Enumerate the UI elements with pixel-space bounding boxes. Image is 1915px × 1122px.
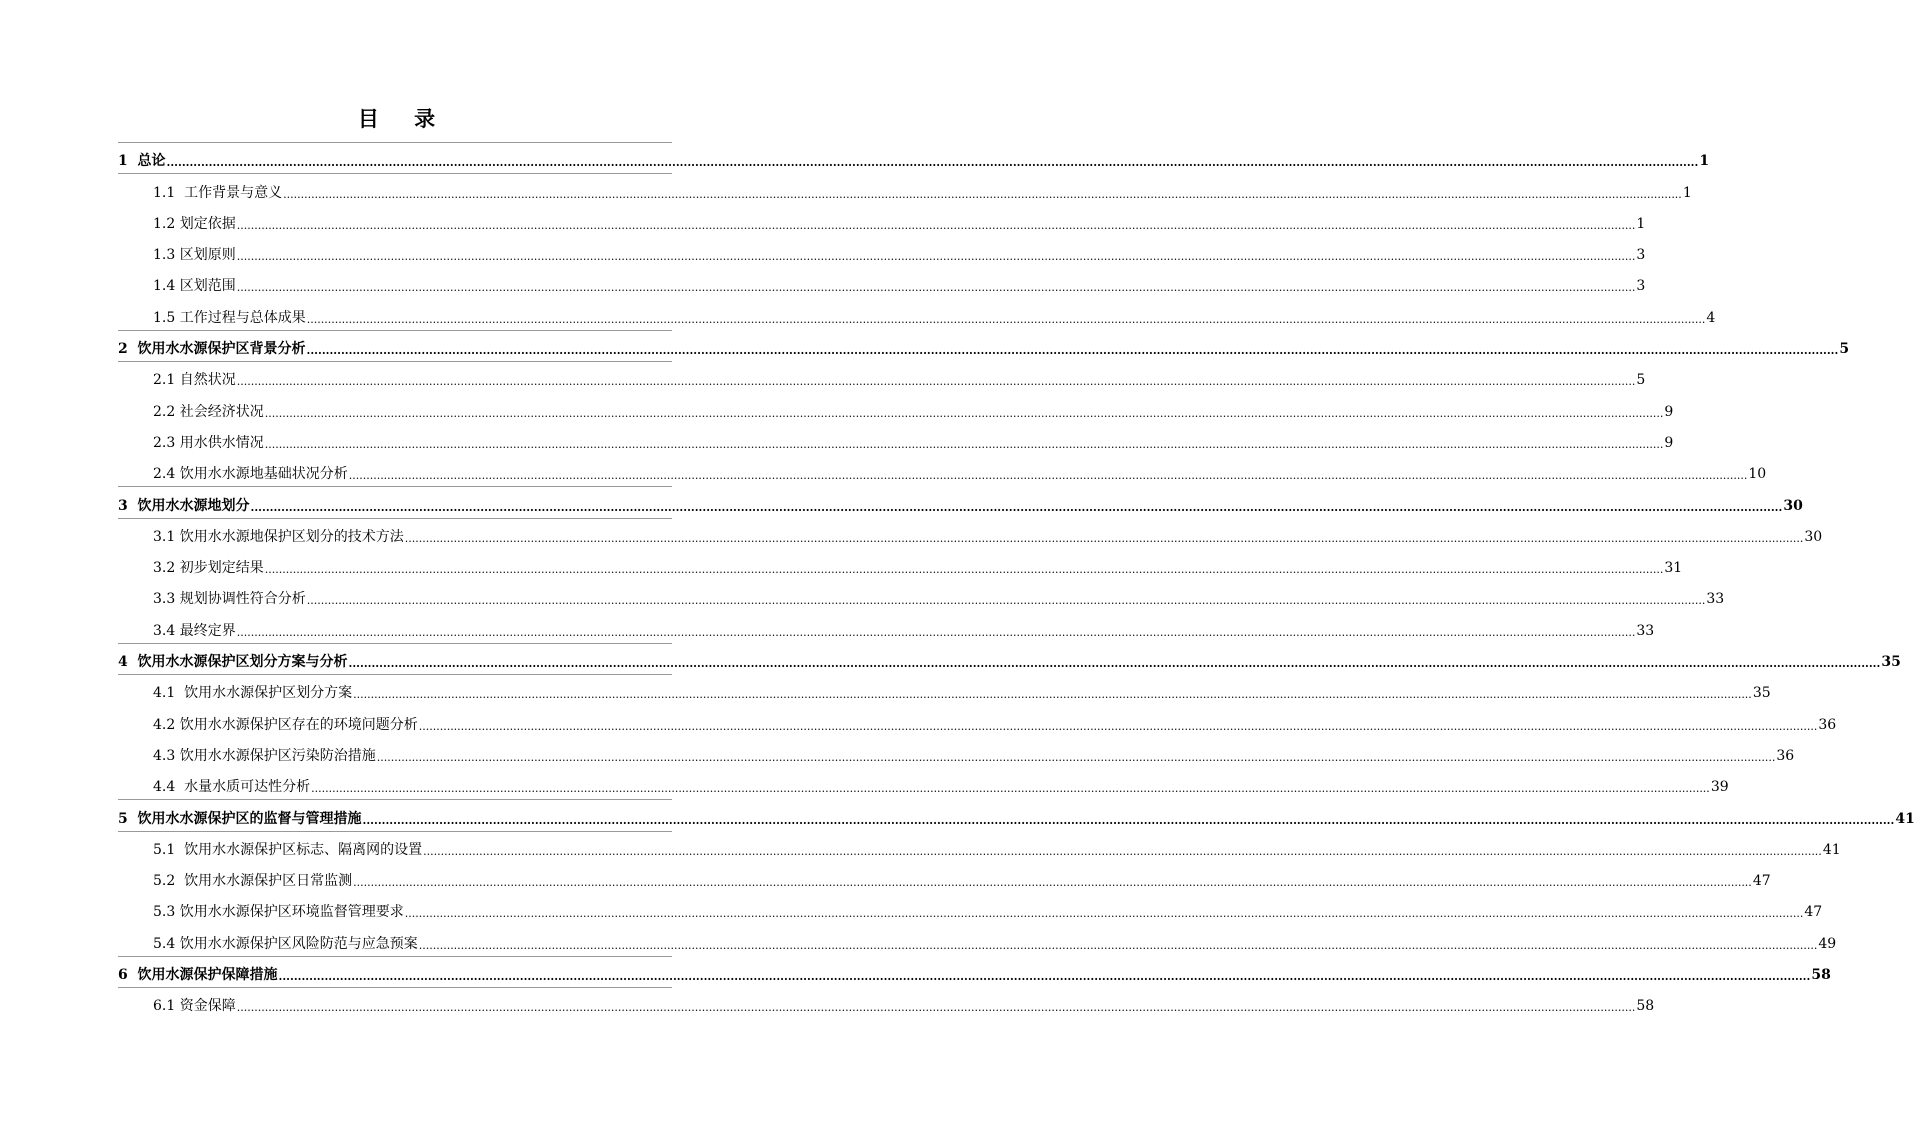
- toc-section-entry[interactable]: [118, 987, 1655, 1018]
- toc-entry-title: 1.3 区划原则: [153, 247, 236, 264]
- toc-leader-dots: ................................................................................................................................................................................................................................................................................................................................................................................................................: [278, 970, 1811, 984]
- toc-entry-title: 4.2 饮用水水源保护区存在的环境问题分析: [153, 716, 418, 733]
- toc-page-number: 41: [1895, 810, 1915, 827]
- toc-leader-dots: ................................................................................................................................................................................................................................................................................................................................................................................................................: [236, 218, 1636, 232]
- toc-leader-dots: ................................................................................................................................................................................................................................................................................................................................................................................................................: [353, 876, 1752, 890]
- toc-entry-title: 5.1 饮用水水源保护区标志、隔离网的设置: [153, 841, 423, 858]
- toc-leader-dots: ................................................................................................................................................................................................................................................................................................................................................................................................................: [250, 500, 1783, 514]
- toc-divider: [118, 799, 672, 800]
- toc-divider: [118, 674, 672, 675]
- toc-divider: [118, 142, 672, 143]
- toc-page-number: 9: [1664, 403, 1674, 420]
- toc-divider: [118, 643, 672, 644]
- toc-page-number: 41: [1822, 841, 1841, 858]
- toc-entry-title: 3.3 规划协调性符合分析: [153, 591, 306, 608]
- toc-entry-title: 2.4 饮用水水源地基础状况分析: [153, 466, 348, 483]
- toc-chapter-entry[interactable]: [118, 956, 1831, 987]
- toc-page-number: 47: [1752, 873, 1771, 890]
- toc-leader-dots: ................................................................................................................................................................................................................................................................................................................................................................................................................: [348, 657, 1881, 671]
- toc-divider: [118, 987, 672, 988]
- toc-leader-dots: ................................................................................................................................................................................................................................................................................................................................................................................................................: [404, 907, 1804, 921]
- toc-leader-dots: ................................................................................................................................................................................................................................................................................................................................................................................................................: [264, 437, 1664, 451]
- toc-leader-dots: ................................................................................................................................................................................................................................................................................................................................................................................................................: [236, 250, 1636, 264]
- toc-entry-title: 4.3 饮用水水源保护区污染防治措施: [153, 747, 376, 764]
- toc-section-entry[interactable]: [118, 361, 1646, 392]
- toc-chapter-entry[interactable]: [118, 330, 1850, 361]
- toc-section-entry[interactable]: [118, 205, 1646, 236]
- toc-entry-title: 3.1 饮用水水源地保护区划分的技术方法: [153, 528, 404, 545]
- toc-leader-dots: ................................................................................................................................................................................................................................................................................................................................................................................................................: [236, 625, 1636, 639]
- toc-leader-dots: ................................................................................................................................................................................................................................................................................................................................................................................................................: [166, 156, 1699, 170]
- toc-divider: [118, 361, 672, 362]
- toc-page-number: 4: [1706, 309, 1716, 326]
- toc-divider: [118, 173, 672, 174]
- toc-section-entry[interactable]: [118, 173, 1692, 204]
- toc-entry-title: 3 饮用水水源地划分: [118, 497, 250, 514]
- toc-page-number: 36: [1818, 716, 1837, 733]
- toc-chapter-entry[interactable]: [118, 799, 1915, 830]
- table-of-contents: [118, 142, 1915, 1018]
- toc-leader-dots: ................................................................................................................................................................................................................................................................................................................................................................................................................: [362, 813, 1895, 827]
- toc-leader-dots: ................................................................................................................................................................................................................................................................................................................................................................................................................: [306, 594, 1706, 608]
- toc-leader-dots: ................................................................................................................................................................................................................................................................................................................................................................................................................: [418, 719, 1818, 733]
- toc-page-number: 33: [1636, 622, 1655, 639]
- toc-page-number: 3: [1636, 247, 1646, 264]
- toc-entry-title: 4.4 水量水质可达性分析: [153, 779, 311, 796]
- toc-divider: [118, 486, 672, 487]
- toc-page-number: 49: [1818, 935, 1837, 952]
- toc-chapter-entry[interactable]: [118, 142, 1710, 173]
- toc-divider: [118, 956, 672, 957]
- toc-leader-dots: ................................................................................................................................................................................................................................................................................................................................................................................................................: [353, 688, 1752, 702]
- toc-divider: [118, 831, 672, 832]
- toc-entry-title: 2.3 用水供水情况: [153, 434, 264, 451]
- toc-section-entry[interactable]: [118, 611, 1655, 642]
- toc-section-entry[interactable]: [118, 924, 1837, 955]
- toc-page-number: 31: [1664, 560, 1683, 577]
- toc-page-number: 47: [1804, 904, 1823, 921]
- toc-entry-title: 4 饮用水水源保护区划分方案与分析: [118, 654, 348, 671]
- toc-entry-title: 4.1 饮用水水源保护区划分方案: [153, 685, 353, 702]
- toc-page-number: 58: [1636, 998, 1655, 1015]
- page-title: 目 录: [357, 106, 450, 131]
- toc-section-entry[interactable]: [118, 392, 1674, 423]
- toc-page-number: 36: [1776, 747, 1795, 764]
- toc-chapter-entry[interactable]: [118, 643, 1901, 674]
- toc-leader-dots: ................................................................................................................................................................................................................................................................................................................................................................................................................: [311, 782, 1710, 796]
- toc-entry-title: 5.2 饮用水水源保护区日常监测: [153, 873, 353, 890]
- toc-entry-title: 3.2 初步划定结果: [153, 560, 264, 577]
- toc-section-entry[interactable]: [118, 549, 1683, 580]
- toc-entry-title: 5 饮用水水源保护区的监督与管理措施: [118, 810, 362, 827]
- toc-section-entry[interactable]: [118, 674, 1771, 705]
- toc-leader-dots: ................................................................................................................................................................................................................................................................................................................................................................................................................: [306, 312, 1706, 326]
- toc-leader-dots: ................................................................................................................................................................................................................................................................................................................................................................................................................: [376, 750, 1776, 764]
- toc-leader-dots: ................................................................................................................................................................................................................................................................................................................................................................................................................: [236, 281, 1636, 295]
- toc-divider: [118, 330, 672, 331]
- toc-entry-title: 1.2 划定依据: [153, 215, 236, 232]
- toc-page-number: 1: [1682, 184, 1692, 201]
- toc-leader-dots: ................................................................................................................................................................................................................................................................................................................................................................................................................: [404, 531, 1804, 545]
- toc-entry-title: 2.1 自然状况: [153, 372, 236, 389]
- toc-page-number: 1: [1636, 215, 1646, 232]
- toc-entry-title: 2 饮用水水源保护区背景分析: [118, 341, 306, 358]
- toc-leader-dots: ................................................................................................................................................................................................................................................................................................................................................................................................................: [423, 844, 1822, 858]
- toc-leader-dots: ................................................................................................................................................................................................................................................................................................................................................................................................................: [264, 563, 1664, 577]
- toc-entry-title: 2.2 社会经济状况: [153, 403, 264, 420]
- toc-leader-dots: ................................................................................................................................................................................................................................................................................................................................................................................................................: [348, 469, 1748, 483]
- toc-page-number: 30: [1783, 497, 1803, 514]
- toc-page-number: 3: [1636, 278, 1646, 295]
- toc-entry-title: 1.1 工作背景与意义: [153, 184, 283, 201]
- toc-page-number: 9: [1664, 434, 1674, 451]
- toc-section-entry[interactable]: [118, 518, 1823, 549]
- toc-page-number: 5: [1839, 341, 1850, 358]
- toc-page-number: 30: [1804, 528, 1823, 545]
- toc-section-entry[interactable]: [118, 737, 1795, 768]
- toc-section-entry[interactable]: [118, 862, 1771, 893]
- toc-entry-title: 1.5 工作过程与总体成果: [153, 309, 306, 326]
- toc-chapter-entry[interactable]: [118, 486, 1803, 517]
- toc-section-entry[interactable]: [118, 267, 1646, 298]
- toc-entry-title: 5.3 饮用水水源保护区环境监督管理要求: [153, 904, 404, 921]
- toc-section-entry[interactable]: [118, 580, 1725, 611]
- toc-divider: [118, 518, 672, 519]
- toc-page-number: 5: [1636, 372, 1646, 389]
- toc-section-entry[interactable]: [118, 424, 1674, 455]
- toc-leader-dots: ................................................................................................................................................................................................................................................................................................................................................................................................................: [306, 344, 1839, 358]
- toc-page-number: 1: [1699, 153, 1710, 170]
- toc-page-number: 35: [1752, 685, 1771, 702]
- toc-section-entry[interactable]: [118, 705, 1837, 736]
- toc-entry-title: 5.4 饮用水水源保护区风险防范与应急预案: [153, 935, 418, 952]
- toc-leader-dots: ................................................................................................................................................................................................................................................................................................................................................................................................................: [283, 187, 1682, 201]
- toc-page-number: 33: [1706, 591, 1725, 608]
- toc-page-number: 10: [1748, 466, 1767, 483]
- toc-leader-dots: ................................................................................................................................................................................................................................................................................................................................................................................................................: [264, 406, 1664, 420]
- toc-leader-dots: ................................................................................................................................................................................................................................................................................................................................................................................................................: [418, 938, 1818, 952]
- toc-entry-title: 6.1 资金保障: [153, 998, 236, 1015]
- toc-entry-title: 3.4 最终定界: [153, 622, 236, 639]
- toc-page-number: 58: [1811, 967, 1831, 984]
- toc-leader-dots: ................................................................................................................................................................................................................................................................................................................................................................................................................: [236, 1001, 1636, 1015]
- toc-section-entry[interactable]: [118, 298, 1716, 329]
- toc-leader-dots: ................................................................................................................................................................................................................................................................................................................................................................................................................: [236, 375, 1636, 389]
- toc-entry-title: 1.4 区划范围: [153, 278, 236, 295]
- toc-page-number: 35: [1881, 654, 1901, 671]
- toc-section-entry[interactable]: [118, 768, 1729, 799]
- toc-section-entry[interactable]: [118, 831, 1841, 862]
- toc-section-entry[interactable]: [118, 455, 1767, 486]
- toc-entry-title: 1 总论: [118, 153, 166, 170]
- toc-page-number: 39: [1710, 779, 1729, 796]
- toc-section-entry[interactable]: [118, 893, 1823, 924]
- toc-section-entry[interactable]: [118, 236, 1646, 267]
- toc-entry-title: 6 饮用水源保护保障措施: [118, 967, 278, 984]
